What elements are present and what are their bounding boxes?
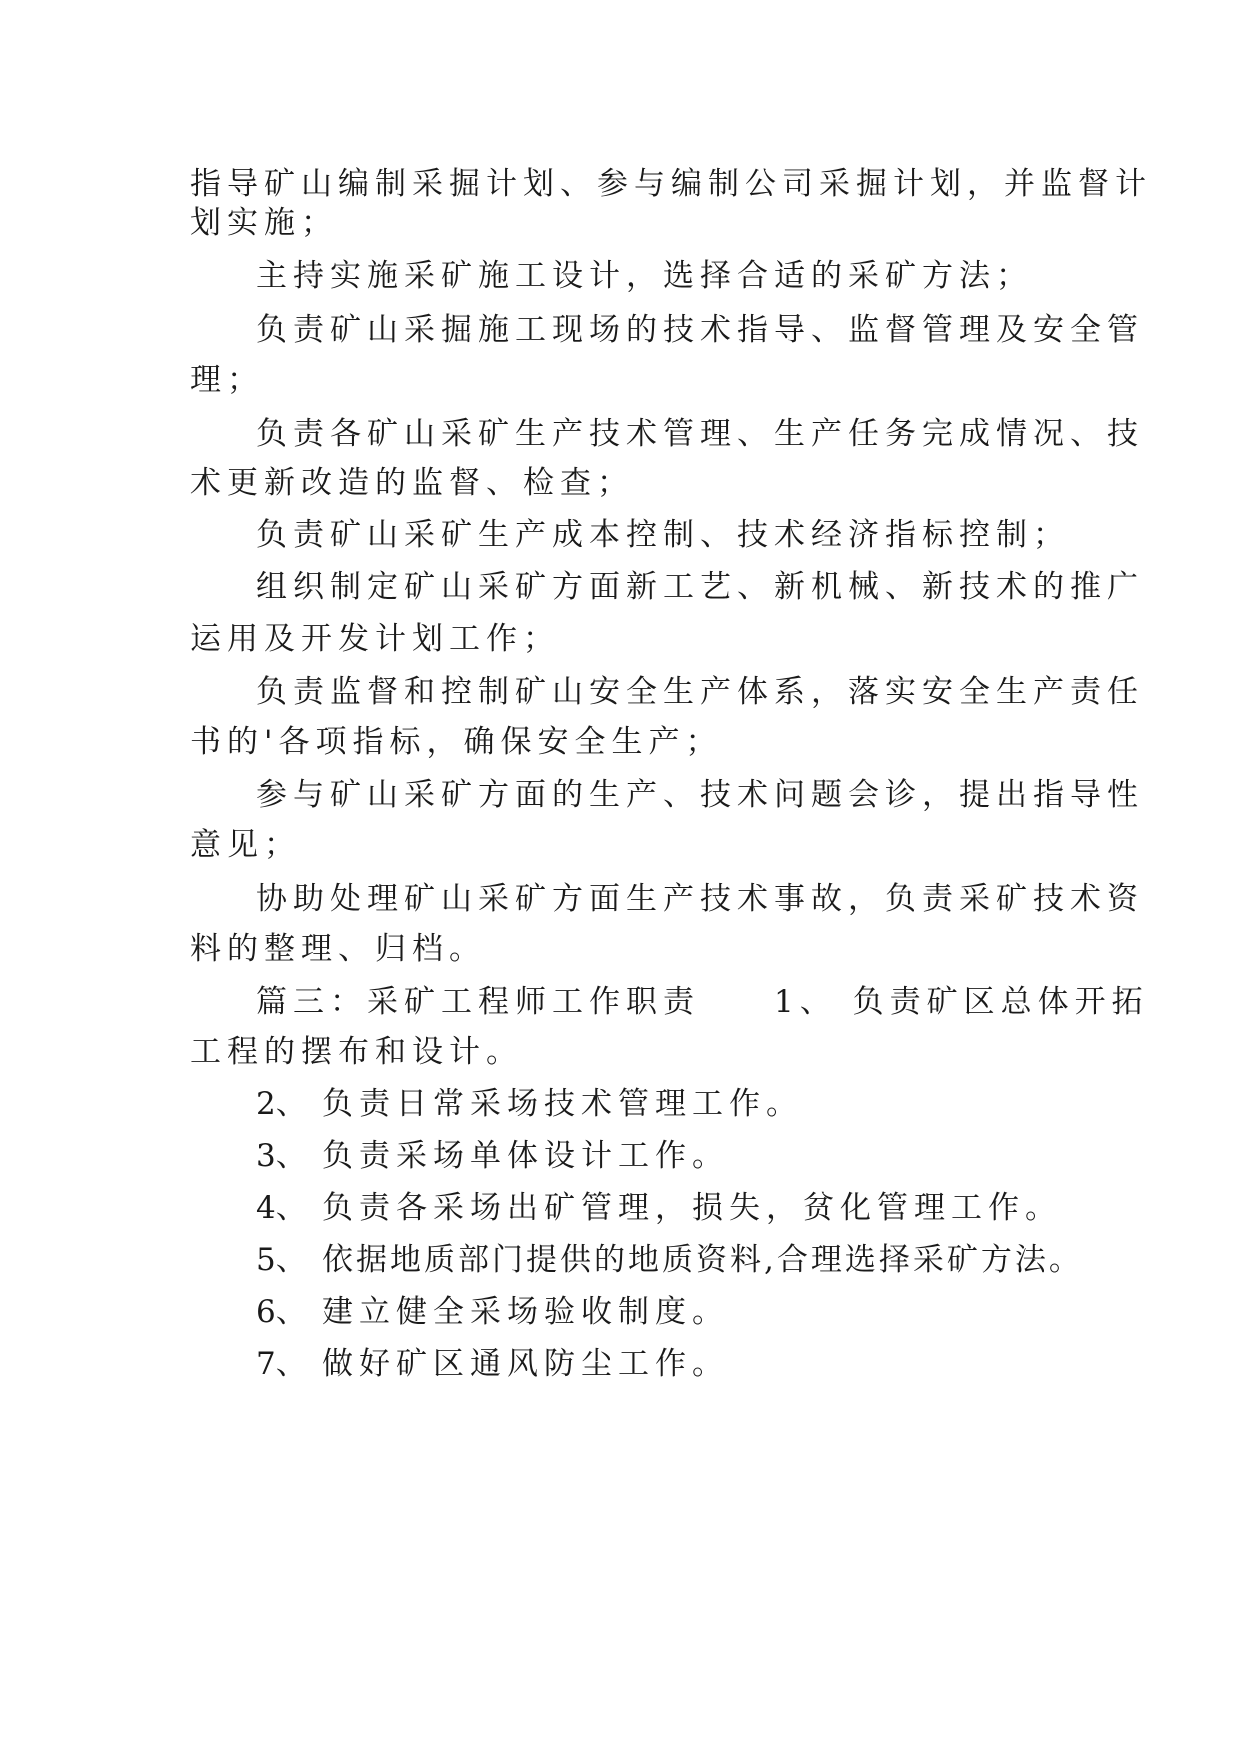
paragraph-line: 负责各矿山采矿生产技术管理、生产任务完成情况、技: [256, 416, 1144, 452]
list-item-number: 6、: [256, 1294, 307, 1330]
paragraph-line: 书的'各项指标，确保安全生产；: [190, 724, 723, 760]
list-item-number: 2、: [256, 1086, 307, 1122]
list-item: [256, 1240, 1083, 1280]
list-item-text: 负责日常采场技术管理工作。: [322, 1086, 803, 1122]
list-item: [256, 1188, 1062, 1228]
section-heading-line: 篇三：采矿工程师工作职责 1、 负责矿区总体开拓: [256, 984, 1149, 1020]
list-item-text: 建立健全采场验收制度。: [322, 1294, 729, 1330]
paragraph-line: 术更新改造的监督、检查；: [190, 465, 634, 501]
paragraph-line: 指导矿山编制采掘计划、参与编制公司采掘计划，并监督计: [190, 166, 1152, 202]
paragraph-line: 划实施；: [190, 205, 338, 241]
paragraph-line: 料的整理、归档。: [190, 931, 486, 967]
list-item: [256, 1084, 803, 1124]
paragraph-line: 负责矿山采矿生产成本控制、技术经济指标控制；: [256, 517, 1070, 553]
paragraph-line: 参与矿山采矿方面的生产、技术问题会诊，提出指导性: [256, 777, 1144, 813]
paragraph-line: 意见；: [190, 827, 301, 863]
paragraph-line: 工程的摆布和设计。: [190, 1034, 523, 1070]
paragraph-line: 组织制定矿山采矿方面新工艺、新机械、新技术的推广: [256, 569, 1144, 605]
list-item: [256, 1344, 729, 1384]
paragraph-line: 主持实施采矿施工设计，选择合适的采矿方法；: [256, 258, 1033, 294]
paragraph-line: 协助处理矿山采矿方面生产技术事故，负责采矿技术资: [256, 881, 1144, 917]
paragraph-line: 理；: [190, 362, 264, 398]
paragraph-line: 运用及开发计划工作；: [190, 621, 560, 657]
list-item-text: 依据地质部门提供的地质资料,合理选择采矿方法。: [322, 1242, 1083, 1278]
list-item: [256, 1292, 729, 1332]
list-item-number: 3、: [256, 1138, 307, 1174]
list-item-number: 7、: [256, 1346, 307, 1382]
paragraph-line: 负责监督和控制矿山安全生产体系，落实安全生产责任: [256, 674, 1144, 710]
list-item-text: 负责各采场出矿管理，损失，贫化管理工作。: [322, 1190, 1062, 1226]
paragraph-line: 负责矿山采掘施工现场的技术指导、监督管理及安全管: [256, 312, 1144, 348]
list-item-text: 做好矿区通风防尘工作。: [322, 1346, 729, 1382]
list-item-number: 4、: [256, 1190, 307, 1226]
list-item-number: 5、: [256, 1242, 307, 1278]
list-item-text: 负责采场单体设计工作。: [322, 1138, 729, 1174]
list-item: [256, 1136, 729, 1176]
